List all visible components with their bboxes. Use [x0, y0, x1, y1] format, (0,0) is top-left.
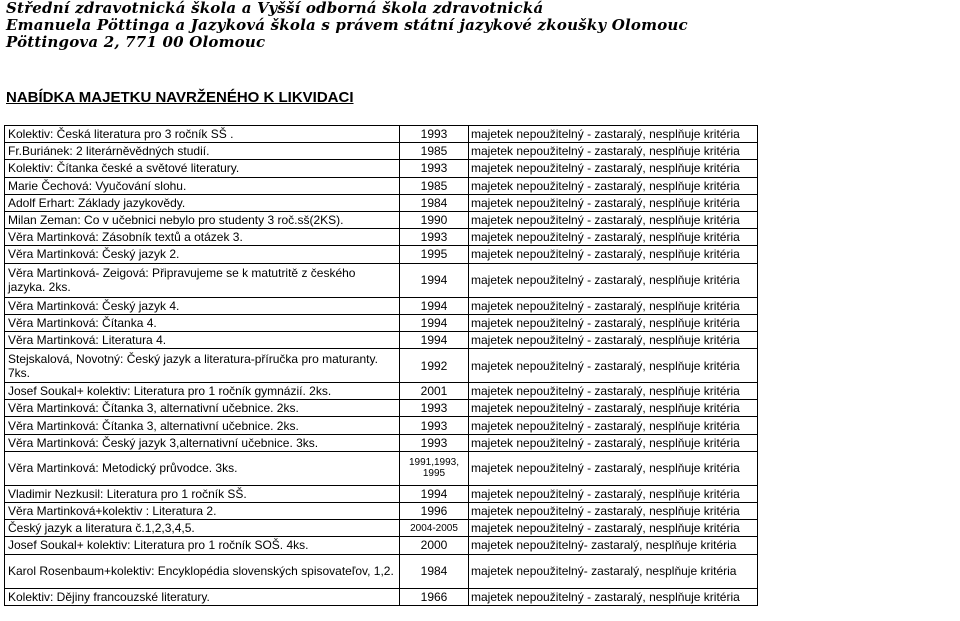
- item-year-cell: 1993: [400, 229, 469, 246]
- item-year-cell: 1991,1993, 1995: [400, 451, 469, 485]
- item-name-cell: Český jazyk a literatura č.1,2,3,4,5.: [5, 520, 400, 537]
- item-year-cell: 1995: [400, 246, 469, 263]
- header-line-3: Pöttingova 2, 771 00 Olomouc: [6, 33, 266, 51]
- item-status-cell: majetek nepoužitelný - zastaralý, nesplňuje kritéria: [469, 126, 758, 143]
- item-status-cell: majetek nepoužitelný - zastaralý, nesplňuje kritéria: [469, 503, 758, 520]
- item-status-cell: majetek nepoužitelný- zastaralý, nesplňuje kritéria: [469, 554, 758, 588]
- item-status-cell: majetek nepoužitelný - zastaralý, nesplňuje kritéria: [469, 229, 758, 246]
- item-status-cell: majetek nepoužitelný - zastaralý, nesplňuje kritéria: [469, 246, 758, 263]
- item-year-cell: 1984: [400, 194, 469, 211]
- header-line-1: Střední zdravotnická škola a Vyšší odborná škola zdravotnická: [6, 0, 544, 17]
- item-status-cell: majetek nepoužitelný - zastaralý, nesplňuje kritéria: [469, 588, 758, 605]
- item-name-cell: Fr.Buriánek: 2 literárněvědných studií.: [5, 143, 400, 160]
- item-status-cell: majetek nepoužitelný - zastaralý, nesplňuje kritéria: [469, 451, 758, 485]
- table-row: [5, 400, 758, 417]
- item-year-cell: 1993: [400, 417, 469, 434]
- item-year-cell: 1996: [400, 503, 469, 520]
- item-name-cell: Věra Martinková: Čítanka 3, alternativní učebnice. 2ks.: [5, 400, 400, 417]
- item-status-cell: majetek nepoužitelný - zastaralý, nesplňuje kritéria: [469, 485, 758, 502]
- item-status-cell: majetek nepoužitelný - zastaralý, nesplňuje kritéria: [469, 194, 758, 211]
- item-year-cell: 1994: [400, 297, 469, 314]
- item-name-cell: Kolektiv: Dějiny francouzské literatury.: [5, 588, 400, 605]
- item-year-cell: 1993: [400, 126, 469, 143]
- item-status-cell: majetek nepoužitelný - zastaralý, nesplňuje kritéria: [469, 160, 758, 177]
- item-name-cell: Josef Soukal+ kolektiv: Literatura pro 1 ročník SOŠ. 4ks.: [5, 537, 400, 554]
- table-row: [5, 383, 758, 400]
- item-name-cell: Věra Martinková: Čítanka 4.: [5, 314, 400, 331]
- item-status-cell: majetek nepoužitelný - zastaralý, nesplňuje kritéria: [469, 417, 758, 434]
- item-status-cell: majetek nepoužitelný- zastaralý, nesplňuje kritéria: [469, 537, 758, 554]
- table-row: [5, 554, 758, 588]
- table-row: [5, 143, 758, 160]
- table-row: [5, 314, 758, 331]
- item-name-cell: Věra Martinková: Čítanka 3, alternativní učebnice. 2ks.: [5, 417, 400, 434]
- header-line-2: Emanuela Pöttinga a Jazyková škola s právem státní jazykové zkoušky Olomouc: [6, 16, 688, 34]
- item-name-cell: Vladimir Nezkusil: Literatura pro 1 ročník SŠ.: [5, 485, 400, 502]
- item-status-cell: majetek nepoužitelný - zastaralý, nesplňuje kritéria: [469, 314, 758, 331]
- item-year-cell: 1985: [400, 177, 469, 194]
- item-name-cell: Karol Rosenbaum+kolektiv: Encyklopédia slovenských spisovateľov, 1,2.: [5, 554, 400, 588]
- table-row: [5, 588, 758, 605]
- item-name-cell: Věra Martinková: Český jazyk 3,alternativní učebnice. 3ks.: [5, 434, 400, 451]
- table-row: [5, 160, 758, 177]
- item-year-cell: 1994: [400, 485, 469, 502]
- item-name-cell: Věra Martinková: Český jazyk 2.: [5, 246, 400, 263]
- item-name-cell: Adolf Erhart: Základy jazykovědy.: [5, 194, 400, 211]
- item-year-cell: 1994: [400, 331, 469, 348]
- item-name-cell: Věra Martinková: Literatura 4.: [5, 331, 400, 348]
- table-row: [5, 177, 758, 194]
- item-status-cell: majetek nepoužitelný - zastaralý, nesplňuje kritéria: [469, 349, 758, 383]
- item-year-cell: 1993: [400, 160, 469, 177]
- item-year-cell: 2000: [400, 537, 469, 554]
- item-status-cell: majetek nepoužitelný - zastaralý, nesplňuje kritéria: [469, 331, 758, 348]
- item-year-cell: 1994: [400, 263, 469, 297]
- item-name-cell: Josef Soukal+ kolektiv: Literatura pro 1 ročník gymnázií. 2ks.: [5, 383, 400, 400]
- table-row: [5, 485, 758, 502]
- table-row: [5, 229, 758, 246]
- table-row: [5, 451, 758, 485]
- item-name-cell: Věra Martinková- Zeigová: Připravujeme se k matutritě z českého jazyka. 2ks.: [5, 263, 400, 297]
- item-name-cell: Věra Martinková+kolektiv : Literatura 2.: [5, 503, 400, 520]
- item-status-cell: majetek nepoužitelný - zastaralý, nesplňuje kritéria: [469, 400, 758, 417]
- table-row: [5, 417, 758, 434]
- item-status-cell: majetek nepoužitelný - zastaralý, nesplňuje kritéria: [469, 297, 758, 314]
- table-row: [5, 126, 758, 143]
- asset-table: [4, 125, 758, 606]
- item-status-cell: majetek nepoužitelný - zastaralý, nesplňuje kritéria: [469, 383, 758, 400]
- item-year-cell: 1990: [400, 211, 469, 228]
- item-year-cell: 1993: [400, 400, 469, 417]
- item-name-cell: Věra Martinková: Český jazyk 4.: [5, 297, 400, 314]
- page-title: NABÍDKA MAJETKU NAVRŽENÉHO K LIKVIDACI: [6, 89, 354, 106]
- table-row: [5, 246, 758, 263]
- item-status-cell: majetek nepoužitelný - zastaralý, nesplňuje kritéria: [469, 263, 758, 297]
- item-name-cell: Milan Zeman: Co v učebnici nebylo pro studenty 3 roč.sš(2KS).: [5, 211, 400, 228]
- item-year-cell: 1992: [400, 349, 469, 383]
- item-status-cell: majetek nepoužitelný - zastaralý, nesplňuje kritéria: [469, 434, 758, 451]
- item-year-cell: 1993: [400, 434, 469, 451]
- table-row: [5, 211, 758, 228]
- table-row: [5, 297, 758, 314]
- item-year-cell: 2004-2005: [400, 520, 469, 537]
- table-row: [5, 434, 758, 451]
- item-status-cell: majetek nepoužitelný - zastaralý, nesplňuje kritéria: [469, 177, 758, 194]
- item-status-cell: majetek nepoužitelný - zastaralý, nesplňuje kritéria: [469, 143, 758, 160]
- item-year-cell: 2001: [400, 383, 469, 400]
- table-row: [5, 349, 758, 383]
- table-row: [5, 520, 758, 537]
- item-name-cell: Kolektiv: Česká literatura pro 3 ročník SŠ .: [5, 126, 400, 143]
- item-name-cell: Stejskalová, Novotný: Český jazyk a literatura-příručka pro maturanty. 7ks.: [5, 349, 400, 383]
- table-row: [5, 194, 758, 211]
- table-row: [5, 263, 758, 297]
- table-row: [5, 503, 758, 520]
- school-header: [6, 0, 688, 51]
- item-status-cell: majetek nepoužitelný - zastaralý, nesplňuje kritéria: [469, 211, 758, 228]
- item-year-cell: 1984: [400, 554, 469, 588]
- item-year-cell: 1994: [400, 314, 469, 331]
- item-name-cell: Kolektiv: Čítanka české a světové literatury.: [5, 160, 400, 177]
- item-year-cell: 1985: [400, 143, 469, 160]
- item-name-cell: Věra Martinková: Zásobník textů a otázek 3.: [5, 229, 400, 246]
- item-name-cell: Věra Martinková: Metodický průvodce. 3ks.: [5, 451, 400, 485]
- item-name-cell: Marie Čechová: Vyučování slohu.: [5, 177, 400, 194]
- table-row: [5, 537, 758, 554]
- item-status-cell: majetek nepoužitelný - zastaralý, nesplňuje kritéria: [469, 520, 758, 537]
- item-year-cell: 1966: [400, 588, 469, 605]
- table-row: [5, 331, 758, 348]
